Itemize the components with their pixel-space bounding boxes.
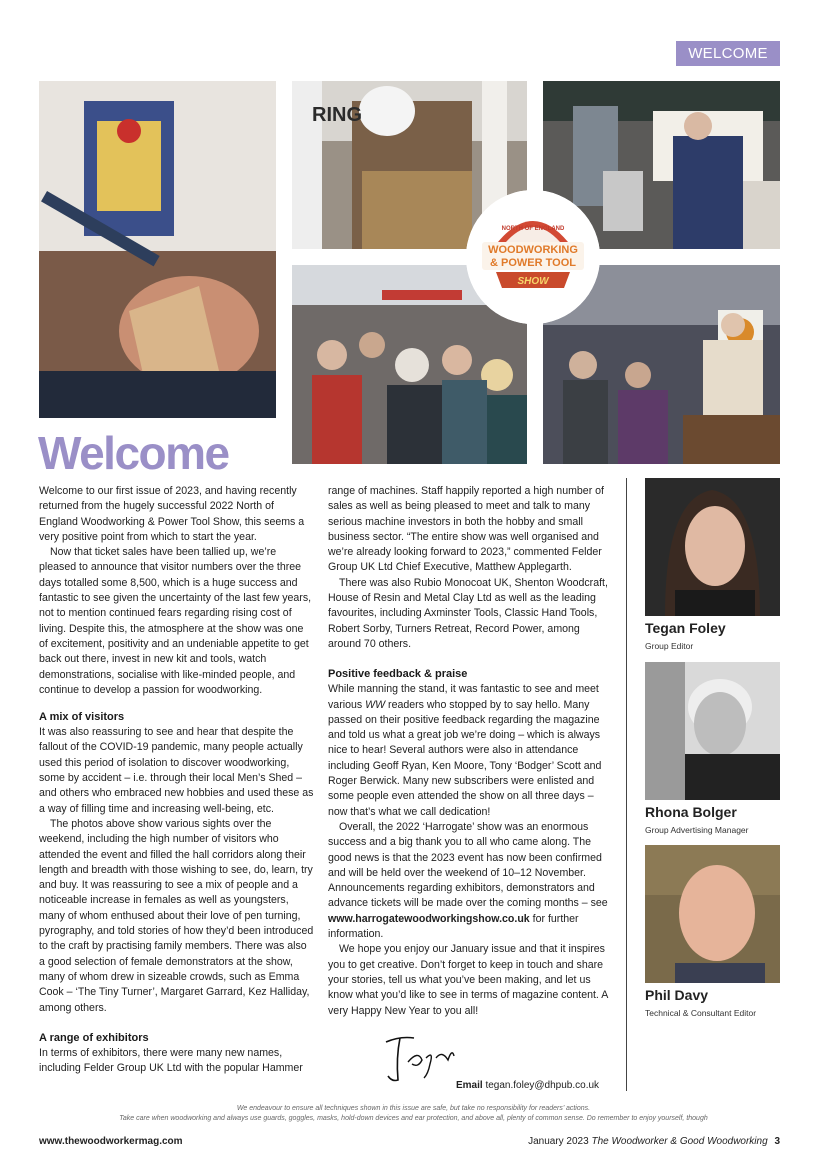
staff-name: Tegan Foley [645,620,726,636]
subheading-positive-feedback: Positive feedback & praise [328,668,468,681]
article-column-1 [39,484,315,1076]
paragraph: There was also Rubio Monocoat UK, Shenton Woodcraft, House of Resin and Metal Clay Ltd as well as the leading favourites, including Axminster Tools, Classic Hand Tools, Robert Sorby, Turners Retreat, Record Power, among around 70 others. [328,576,608,650]
staff-name: Rhona Bolger [645,804,737,820]
logo-line2: WOODWORKING [488,244,578,256]
logo-line1: NORTH OF ENGLAND [501,226,565,232]
footer-issue-info [528,1136,780,1147]
article-column-2 [328,484,609,1019]
staff-card-tegan [645,478,780,651]
column-divider [626,478,627,1091]
disclaimer-line-1: We endeavour to ensure all techniques shown in this issue are safe, but take no responsibility for readers’ actions. [236,1105,591,1112]
disclaimer-line-2: Take care when woodworking and always use guards, goggles, masks, hold-down devices and ear protection, and above all, plenty of common sense. Do remember to enjoy yourself, though [119,1115,708,1122]
paragraph: While manning the stand, it was fantastic to see and meet various WW readers who stopped by to say hello. Many passed on their positive feedback regarding the magazine and told us what a great job we’re doing – which is always nice to hear! Several authors were also in attendance including Geoff Ryan, Ken Moore, Tony ‘Bodger’ Scott and Roger Berwick. Many new subscribers were enlisted and some people even attended the show on all three days – now that’s what we call dedication! [328,683,602,818]
avatar [645,478,780,616]
avatar [645,662,780,800]
paragraph: range of machines. Staff happily reported a high number of sales as well as being pleased to meet and talk to many serious machine investors in both the hobby and small business sector. “The entire show was well organised and we’re already looking forward to 2023,” commented Felder Group UK Ltd Chief Executive, Matthew Applegarth. [328,485,605,574]
paragraph: The photos above show various sights over the weekend, including the high number of visitors who attended the event and filled the hall corridors along their length and breadth with those wishing to see, do, learn, try and buy. It was reassuring to see a mix of people and a noticeable increase in females as well as youngsters, many of whom enthused about their love of pen turning, pyrography, and told stories of how they’d been introduced to the craft by practising family members. There was also a good selection of female demonstrators at the show, many of whom drew in sizeable crowds, such as Emma Cook – ‘The Tiny Turner’, Margaret Garrard, Kez Halliday, among others. [39,817,314,1014]
footer-magazine: The Woodworker & Good Woodworking [591,1136,768,1147]
staff-role: Group Advertising Manager [645,825,749,835]
show-logo [466,190,600,324]
paragraph: Now that ticket sales have been tallied up, we’re pleased to announce that visitor numbers over the three days totalled some 8,500, which is a huge success and fantastic to see given the uncertainty of the last few years, not to mention continued fears regarding rising cost of living. Despite this, the atmosphere at the show was one of excitement, positivity and an undeniable appetite to get back out there, invest in new kit and tools, watch demonstrations, socialise with like-minded people, and continue to develop a passion for woodworking. [39,546,312,696]
page-title: Welcome [38,427,229,479]
photo-sign-text: RING [312,104,362,126]
logo-line3: & POWER TOOL [490,257,576,269]
email-address[interactable]: tegan.foley@dhpub.co.uk [485,1080,600,1091]
paragraph: Overall, the 2022 ‘Harrogate’ show was an enormous success and a big thank you to all who came along. The good news is that the 2023 event has now been confirmed and will be held over the weekend of 10–12 November. Announcements regarding exhibitors, demonstrators and advance tickets will be made over the coming months – see www.harrogatewoodworkingshow.co.uk for further information. [328,820,608,941]
logo-line4: SHOW [517,276,549,287]
staff-card-phil [645,845,780,1018]
paragraph: In terms of exhibitors, there were many new names, including Felder Group UK Ltd with the popular Hammer [39,1046,303,1075]
email-label: Email [456,1080,483,1091]
section-tag: WELCOME [676,41,780,66]
paragraph: Welcome to our first issue of 2023, and having recently returned from the hugely successful 2022 North of England Woodworking & Power Tool Show, this seems a very positive point from which to start the year. [39,485,305,543]
show-website-link[interactable]: www.harrogatewoodworkingshow.co.uk [328,912,530,925]
paragraph: We hope you enjoy our January issue and that it inspires you to get creative. Don’t forget to keep in touch and share your stories, tell us what you’ve been making, and let us know what you’d like to see in terms of magazine content. A very Happy New Year to you all! [328,943,608,1017]
staff-card-rhona [645,662,780,835]
subheading-range-of-exhibitors: A range of exhibitors [39,1031,149,1044]
avatar [645,845,780,983]
photo-pyrography [39,81,276,418]
footer-date: January 2023 [528,1136,589,1147]
page-number: 3 [774,1136,780,1147]
editor-signature [378,1028,458,1086]
staff-role: Group Editor [645,641,694,651]
paragraph: It was also reassuring to see and hear that despite the fallout of the COVID-19 pandemic, many people actually used this period of isolation to discover woodworking, some by accident – i.e. through their local Men’s Shed – and others who embraced new hobbies and used these as a way of filling time and increasing well-being, etc. [39,726,314,815]
subheading-mix-of-visitors: A mix of visitors [39,711,125,724]
footer-website[interactable]: www.thewoodworkermag.com [39,1136,183,1147]
staff-role: Technical & Consultant Editor [645,1008,757,1018]
staff-name: Phil Davy [645,987,709,1003]
editor-email [456,1080,599,1091]
